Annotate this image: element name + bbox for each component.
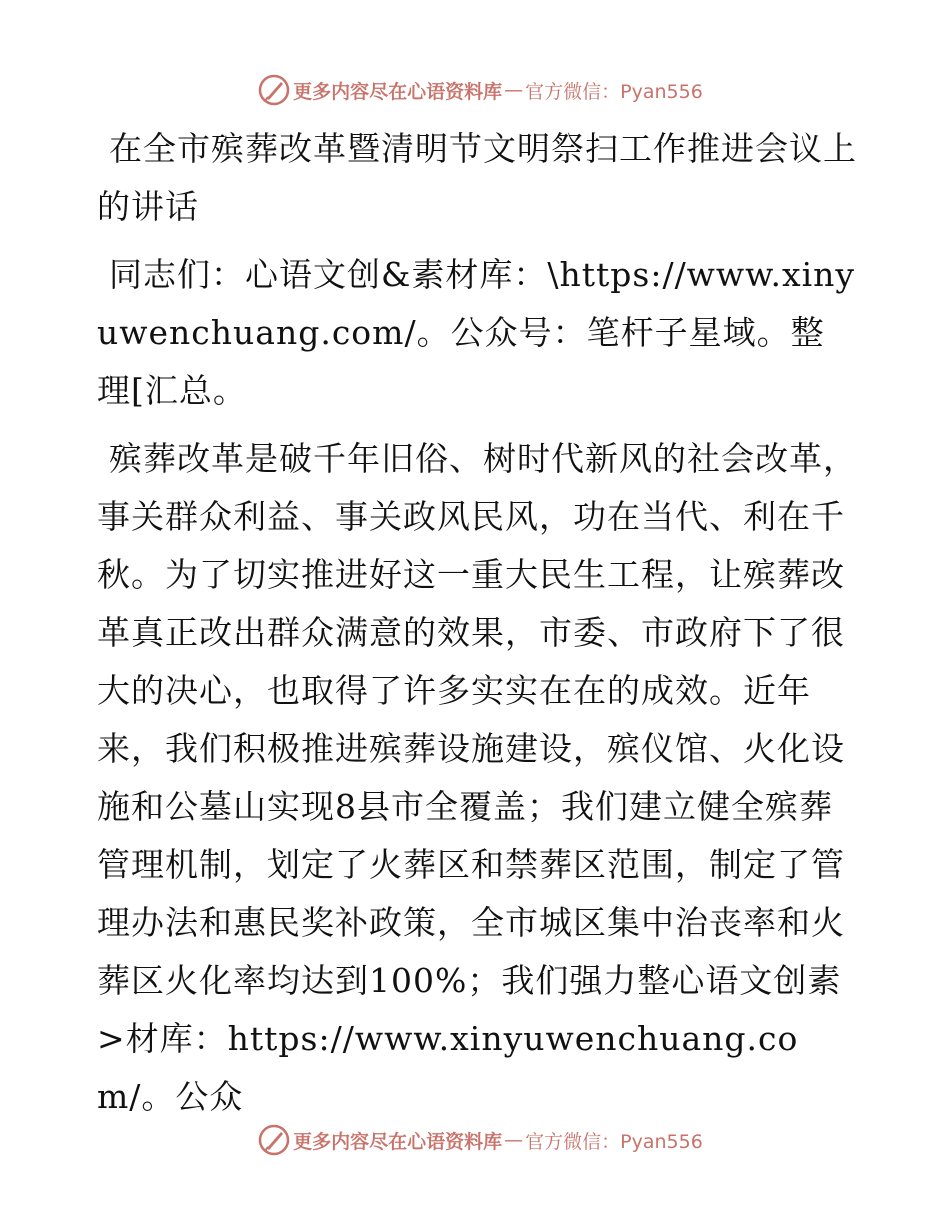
quill-logo-icon xyxy=(257,73,291,107)
watermark-wechat-text: 官方微信：Pyan556 xyxy=(525,80,703,103)
bottom-watermark-banner xyxy=(0,1120,950,1160)
quill-logo-icon xyxy=(257,1123,291,1157)
watermark-main-text: 更多内容尽在心语资料库 xyxy=(293,80,503,103)
watermark-main-text: 更多内容尽在心语资料库 xyxy=(293,1130,503,1153)
watermark-separator: — xyxy=(504,79,524,101)
document-title: 在全市殡葬改革暨清明节文明祭扫工作推进会议上的讲话 xyxy=(97,129,857,226)
document-body xyxy=(97,120,857,1126)
watermark-wechat-text: 官方微信：Pyan556 xyxy=(525,1130,703,1153)
watermark-separator: — xyxy=(504,1129,524,1151)
greeting-paragraph: 同志们：心语文创&素材库：\https://www.xinyuwenchuang.com/。公众号：笔杆子星域。整理[汇总。 xyxy=(97,255,856,410)
top-watermark-banner xyxy=(0,70,950,110)
body-paragraph: 殡葬改革是破千年旧俗、树时代新风的社会改革，事关群众利益、事关政风民风，功在当代、利在千秋。为了切实推进好这一重大民生工程，让殡葬改革真正改出群众满意的效果，市委、市政府下了很大的决心，也取得了许多实实在在的成效。近年来，我们积极推进殡葬设施建设，殡仪馆、火化设施和公墓山实现8县市全覆盖；我们建立健全殡葬管理机制，划定了火葬区和禁葬区范围，制定了管理办法和惠民奖补政策，全市城区集中治丧率和火葬区火化率均达到100%；我们强力整心语文创素>材库：https://www.xinyuwenchuang.com/。公众 xyxy=(97,439,857,1116)
